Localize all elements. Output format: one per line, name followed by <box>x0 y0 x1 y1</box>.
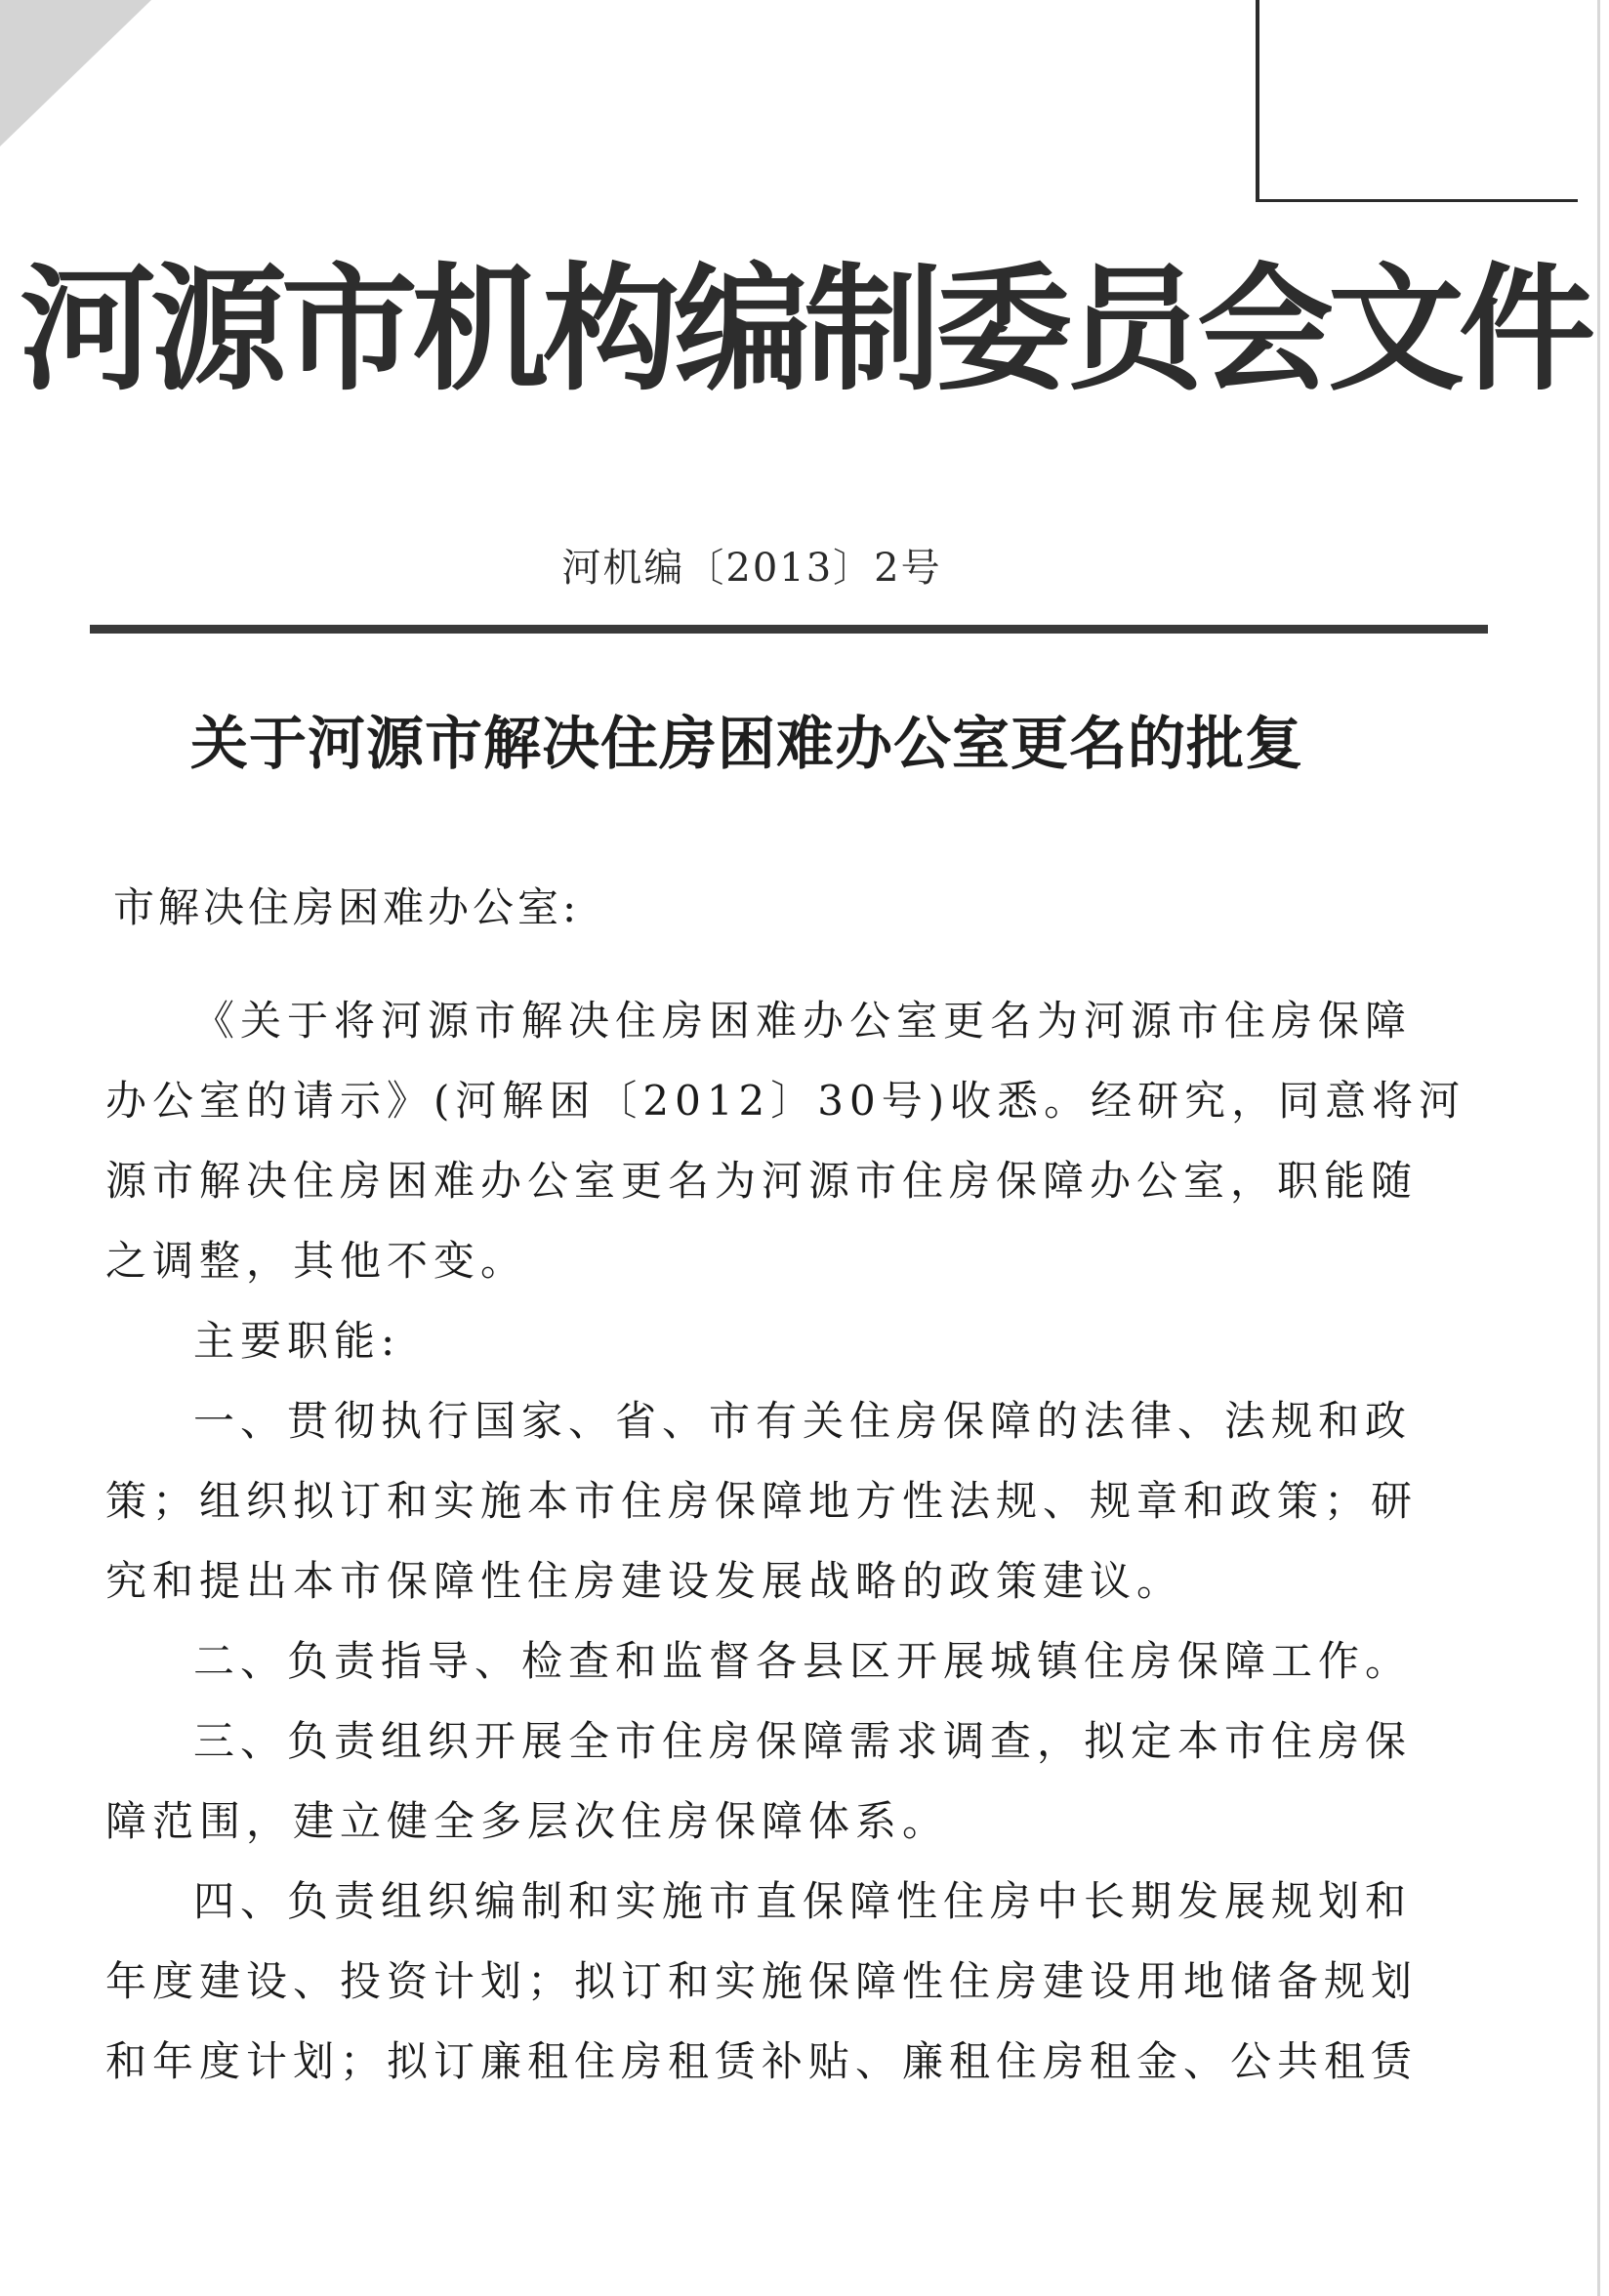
document-number: 河机编〔2013〕2号 <box>561 546 942 591</box>
body-line: 障范围，建立健全多层次住房保障体系。 <box>105 1797 950 1845</box>
document-body <box>105 981 1466 2102</box>
issuer-heading: 河源市机构编制委员会文件 <box>19 250 1589 410</box>
document-title: 关于河源市解决住房困难办公室更名的批复 <box>189 710 1303 777</box>
body-line: 《关于将河源市解决住房困难办公室更名为河源市住房保障 <box>193 997 1413 1045</box>
body-line: 二、负责指导、检查和监督各县区开展城镇住房保障工作。 <box>193 1637 1413 1685</box>
body-line: 办公室的请示》(河解困〔2012〕30号)收悉。经研究，同意将河 <box>105 1077 1466 1125</box>
folded-corner <box>0 0 151 146</box>
body-line: 一、贯彻执行国家、省、市有关住房保障的法律、法规和政 <box>193 1397 1413 1445</box>
body-line: 和年度计划；拟订廉租住房租赁补贴、廉租住房租金、公共租赁 <box>105 2037 1419 2085</box>
body-line: 三、负责组织开展全市住房保障需求调查，拟定本市住房保 <box>193 1717 1413 1765</box>
crop-mark-horizontal <box>1256 199 1578 202</box>
body-line: 策；组织拟订和实施本市住房保障地方性法规、规章和政策；研 <box>105 1477 1419 1525</box>
body-line: 源市解决住房困难办公室更名为河源市住房保障办公室，职能随 <box>105 1157 1419 1205</box>
body-line: 主要职能: <box>193 1317 401 1365</box>
addressee-line: 市解决住房困难办公室: <box>113 883 581 931</box>
body-line: 年度建设、投资计划；拟订和实施保障性住房建设用地储备规划 <box>105 1957 1419 2005</box>
header-divider <box>90 625 1488 634</box>
body-line: 究和提出本市保障性住房建设发展战略的政策建议。 <box>105 1557 1184 1605</box>
crop-mark-vertical <box>1256 0 1259 200</box>
body-line: 之调整，其他不变。 <box>105 1237 528 1285</box>
body-line: 四、负责组织编制和实施市直保障性住房中长期发展规划和 <box>193 1877 1413 1925</box>
